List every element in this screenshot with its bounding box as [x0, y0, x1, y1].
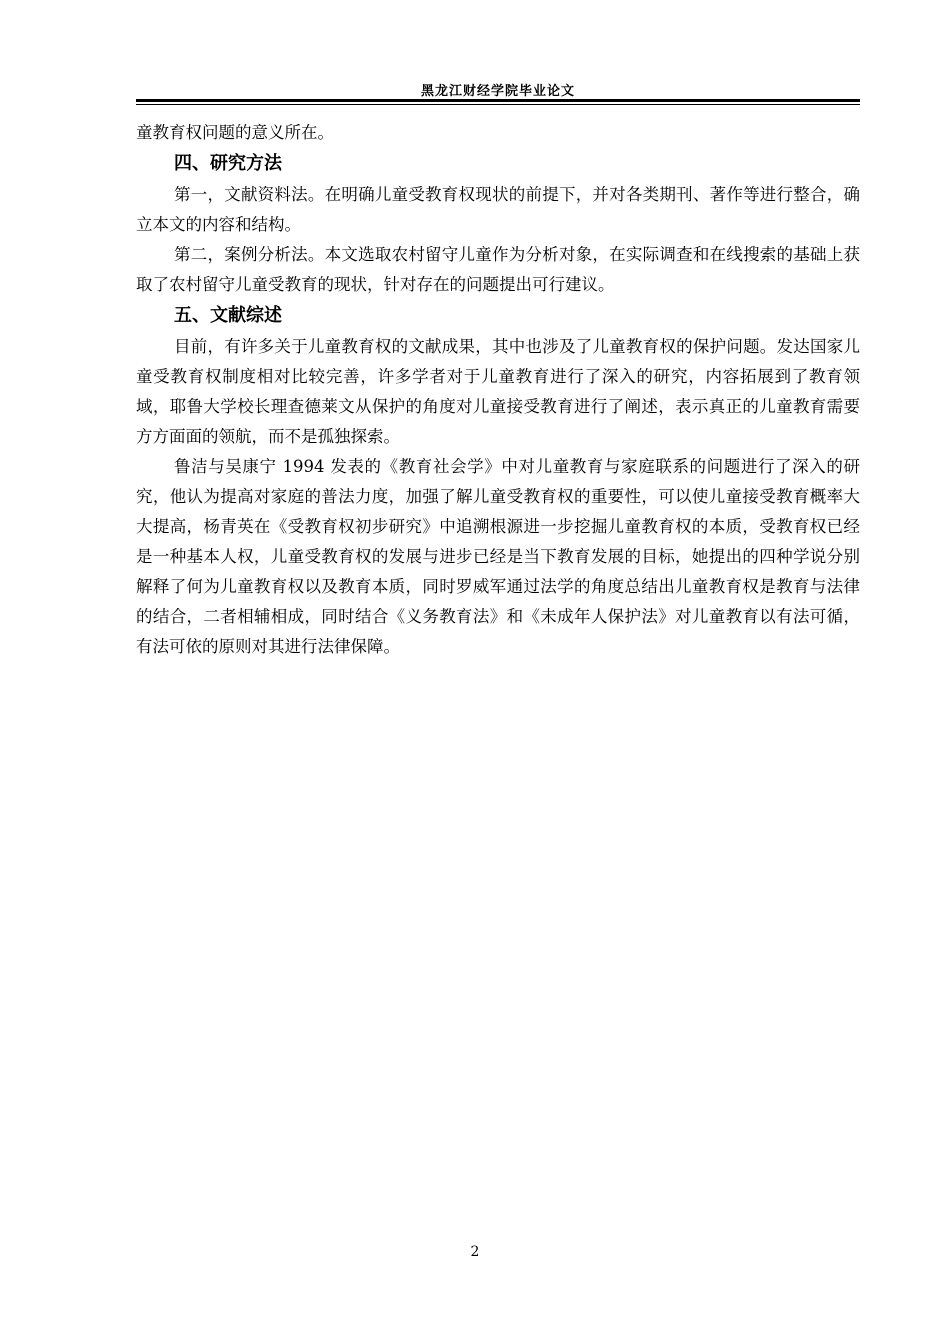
header-title: 黑龙江财经学院毕业论文: [420, 84, 575, 99]
document-body: [136, 118, 860, 662]
page-header: [136, 78, 860, 106]
header-rule-thin: [136, 104, 860, 105]
header-rule-thick: [136, 99, 860, 102]
section-heading-literature-review: 五、文献综述: [174, 305, 282, 326]
paragraph-literature-method: 第一，文献资料法。在明确儿童受教育权现状的前提下，并对各类期刊、著作等进行整合，确立本文的内容和结构。: [136, 185, 860, 234]
paragraph-continuation: 童教育权问题的意义所在。: [136, 123, 334, 142]
paragraph-review-1: 目前，有许多关于儿童教育权的文献成果，其中也涉及了儿童教育权的保护问题。发达国家儿童受教育权制度相对比较完善，许多学者对于儿童教育进行了深入的研究，内容拓展到了教育领域，耶鲁大学校长理查德莱文从保护的角度对儿童接受教育进行了阐述，表示真正的儿童教育需要方方面面的领航，而不是孤独探索。: [136, 337, 860, 446]
paragraph-case-method: 第二，案例分析法。本文选取农村留守儿童作为分析对象，在实际调查和在线搜索的基础上获取了农村留守儿童受教育的现状，针对存在的问题提出可行建议。: [136, 245, 860, 294]
section-heading-research-methods: 四、研究方法: [174, 153, 282, 174]
paragraph-review-2: 鲁洁与吴康宁 1994 发表的《教育社会学》中对儿童教育与家庭联系的问题进行了深入的研究，他认为提高对家庭的普法力度，加强了解儿童受教育权的重要性，可以使儿童接受教育概率大大提高，杨青英在《受教育权初步研究》中追溯根源进一步挖掘儿童教育权的本质，受教育权已经是一种基本人权，儿童受教育权的发展与进步已经是当下教育发展的目标，她提出的四种学说分别解释了何为儿童教育权以及教育本质，同时罗威军通过法学的角度总结出儿童教育权是教育与法律的结合，二者相辅相成，同时结合《义务教育法》和《未成年人保护法》对儿童教育以有法可循，有法可依的原则对其进行法律保障。: [136, 457, 860, 656]
page-number: 2: [470, 1244, 480, 1260]
